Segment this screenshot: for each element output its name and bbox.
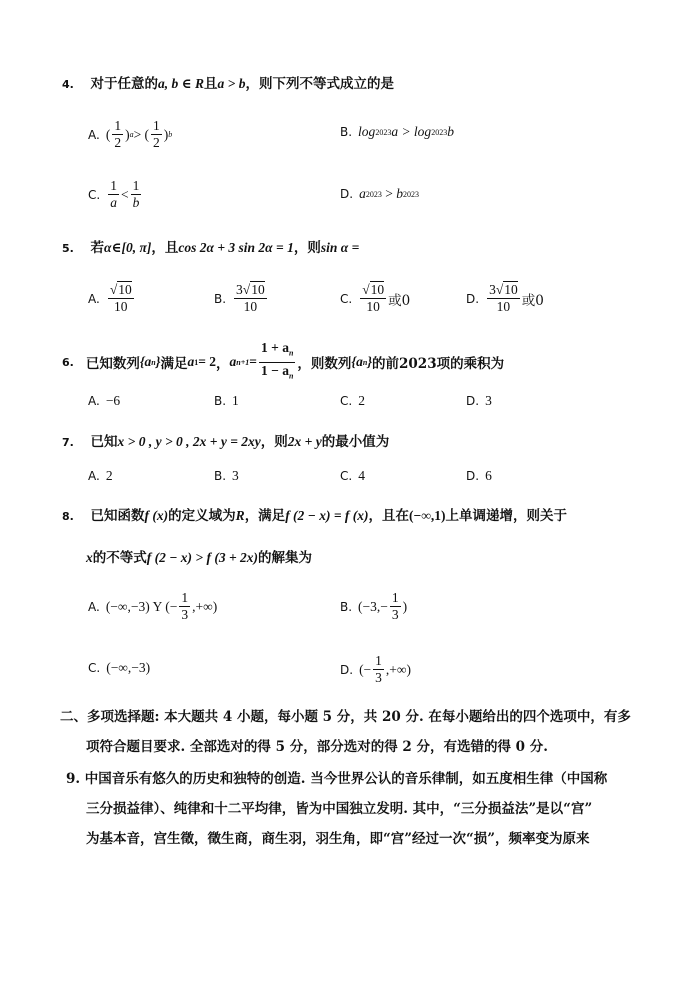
q5-option-d: D. $\frac{3√10}{10}$ 或0 xyxy=(466,282,544,314)
q4-stem: 4. 对于任意的a, b ∈ R且a > b，则下列不等式成立的是 xyxy=(62,76,394,92)
q6-stem: 6. 已知数列 {a n } 满足 a 1 = 2 ， a n+1 = $\frac{1 + a_n}{1 - a_n}$ ，则数列 {a n } 的前2023项的乘积为 xyxy=(62,340,505,381)
q7-option-b: B. 3 xyxy=(214,468,239,483)
q5-stem: 5. 若α∈[0, π]，且cos 2α + 3 sin 2α = 1，则sin α = xyxy=(62,240,360,256)
q8-option-a: A. (−∞,−3) Y (− $\frac{1}{3}$ ,+∞) xyxy=(88,590,218,622)
q5-option-c: C. $\frac{√10}{10}$ 或0 xyxy=(340,282,411,314)
q8-stem-line1: 8. 已知函数f (x)的定义域为R，满足f (2 − x) = f (x)，且在(−∞,1)上单调递增，则关于 xyxy=(62,508,567,524)
q4-option-c: C. $\frac{1}{a}$ < $\frac{1}{b}$ xyxy=(88,178,140,210)
q4-option-d: D. a 2023 > b 2023 xyxy=(340,186,419,201)
q6-option-b: B. 1 xyxy=(214,393,239,408)
q9-line-3: 为基本音，宫生徵，徵生商，商生羽，羽生角，即“宫”经过一次“损”，频率变为原来 xyxy=(86,831,590,847)
q8-option-b: B. (−3,− $\frac{1}{3}$ ) xyxy=(340,590,408,622)
q9-line-2: 三分损益律）、纯律和十二平均律，皆为中国独立发明. 其中，“三分损益法”是以“宫” xyxy=(86,801,593,817)
section-2-line-2: 项符合题目要求. 全部选对的得 5 分，部分选对的得 2 分，有选错的得 0 分. xyxy=(86,739,548,755)
q8-option-d: D. (− $\frac{1}{3}$ ,+∞) xyxy=(340,653,412,685)
q7-option-c: C. 4 xyxy=(340,468,365,483)
q6-option-c: C. 2 xyxy=(340,393,365,408)
q5-option-b: B. $\frac{3√10}{10}$ xyxy=(214,282,265,314)
q9-line-1: 9. 中国音乐有悠久的历史和独特的创造. 当今世界公认的音乐律制，如五度相生律（中国称 xyxy=(66,771,608,787)
q4-option-a: A. ( $\frac{1}{2}$ ) a > ( $\frac{1}{2}$ ) b xyxy=(88,118,173,150)
q6-option-d: D. 3 xyxy=(466,393,492,408)
q6-option-a: A. −6 xyxy=(88,393,121,408)
q7-option-d: D. 6 xyxy=(466,468,492,483)
q7-stem: 7. 已知x > 0 , y > 0 , 2x + y = 2xy，则2x + y的最小值为 xyxy=(62,434,390,450)
q7-option-a: A. 2 xyxy=(88,468,113,483)
section-2-line-1: 二、多项选择题: 本大题共 4 小题，每小题 5 分，共 20 分. 在每小题给出的四个选项中，有多 xyxy=(60,709,631,725)
q8-option-c: C. (−∞,−3) xyxy=(88,660,151,675)
q8-stem-line2: x的不等式f (2 − x) > f (3 + 2x)的解集为 xyxy=(86,550,313,566)
q5-option-a: A. $\frac{√10}{10}$ xyxy=(88,282,132,314)
q4-option-b: B. log 2023 a > log 2023 b xyxy=(340,124,454,139)
